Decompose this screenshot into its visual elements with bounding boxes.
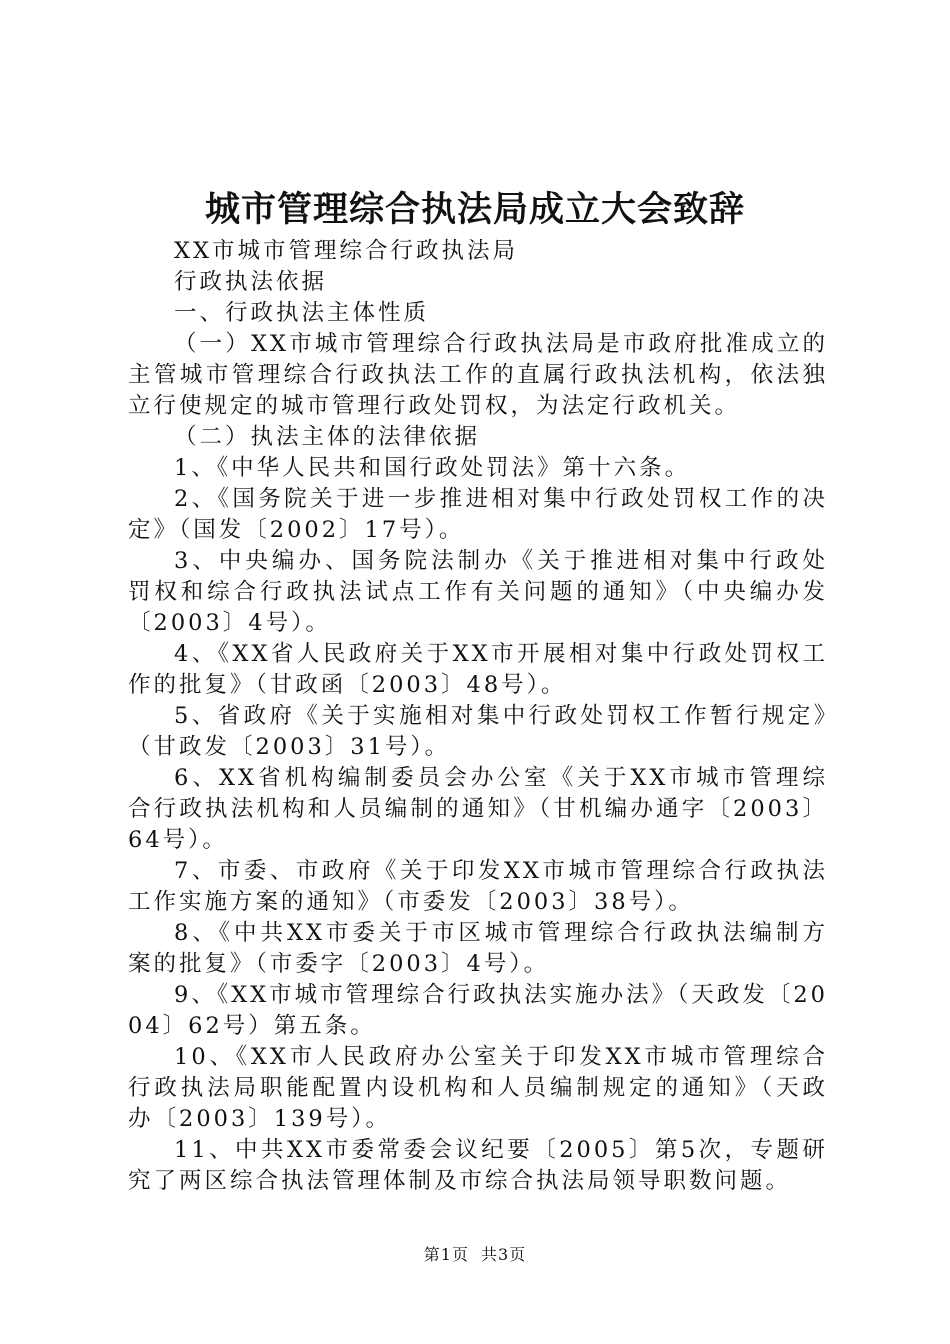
list-item-6: 6、XX省机构编制委员会办公室《关于XX市城市管理综合行政执法机构和人员编制的通知》（甘机编办通字〔2003〕64号）。 [128,765,828,853]
list-item-8: 8、《中共XX市委关于市区城市管理综合行政执法编制方案的批复》（市委字〔2003〕4号）。 [128,920,828,977]
list-item-4: 4、《XX省人民政府关于XX市开展相对集中行政处罚权工作的批复》（甘政函〔2003〕48号）。 [128,641,828,698]
document-title: 城市管理综合执法局成立大会致辞 [204,189,745,230]
paragraph-subsection-two: （二）执法主体的法律依据 [174,424,481,450]
page-number-current: 第1页 [423,1245,469,1264]
document-body [128,236,828,1197]
paragraph-subsection-one: （一）XX市城市管理综合行政执法局是市政府批准成立的主管城市管理综合行政执法工作的直属行政执法机构，依法独立行使规定的城市管理行政处罚权，为法定行政机关。 [128,331,828,419]
paragraph-agency-name: XX市城市管理综合行政执法局 [174,238,519,264]
list-item-3: 3、中央编办、国务院法制办《关于推进相对集中行政处罚权和综合行政执法试点工作有关问题的通知》（中央编办发〔2003〕4号）。 [128,548,828,636]
list-item-10: 10、《XX市人民政府办公室关于印发XX市城市管理综合行政执法局职能配置内设机构和人员编制规定的通知》（天政办〔2003〕139号）。 [128,1044,828,1132]
list-item-7: 7、市委、市政府《关于印发XX市城市管理综合行政执法工作实施方案的通知》（市委发〔2003〕38号）。 [128,858,828,915]
list-item-1: 1、《中华人民共和国行政处罚法》第十六条。 [174,455,691,481]
page-number-total: 共3页 [481,1245,527,1264]
list-item-2: 2、《国务院关于进一步推进相对集中行政处罚权工作的决定》（国发〔2002〕17号）。 [128,486,828,543]
list-item-9: 9、《XX市城市管理综合行政执法实施办法》（天政发〔2004〕62号）第五条。 [128,982,828,1039]
list-item-5: 5、省政府《关于实施相对集中行政处罚权工作暂行规定》（甘政发〔2003〕31号）。 [128,703,828,760]
paragraph-section-one: 一、行政执法主体性质 [174,300,430,326]
list-item-11: 11、中共XX市委常委会议纪要〔2005〕第5次，专题研究了两区综合执法管理体制及市综合执法局领导职数问题。 [128,1137,828,1194]
page-footer [0,1242,950,1265]
paragraph-heading-basis: 行政执法依据 [174,269,328,295]
